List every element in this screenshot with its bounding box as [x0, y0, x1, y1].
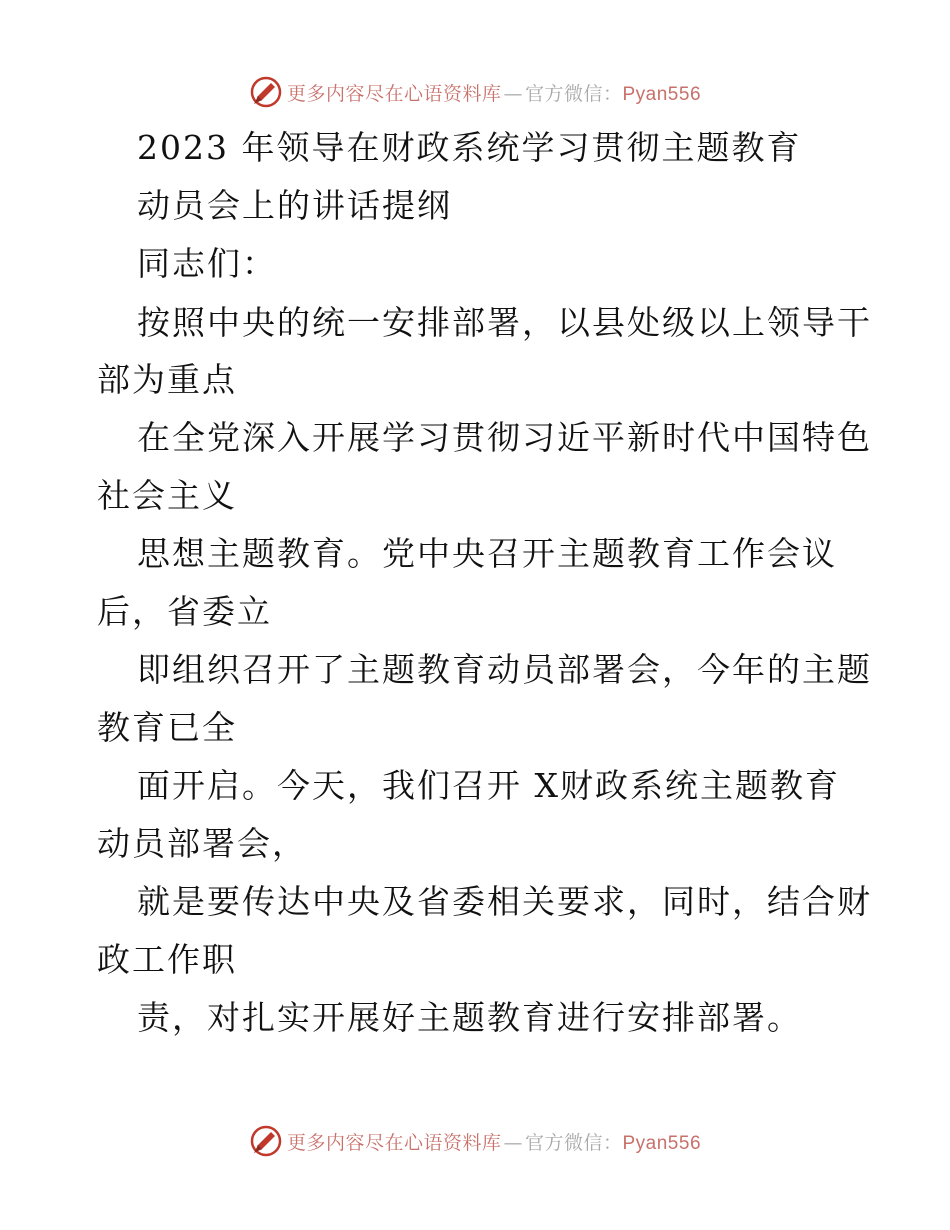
- doc-line: 思想主题教育。党中央召开主题教育工作会议: [137, 534, 837, 573]
- watermark-wechat-label: 官方微信：: [524, 1131, 623, 1154]
- doc-line: 教育已全: [97, 708, 237, 747]
- doc-title-line-1: 2023 年领导在财政系统学习贯彻主题教育: [137, 128, 802, 167]
- footer-watermark: [0, 1121, 950, 1161]
- doc-line: 就是要传达中央及省委相关要求，同时，结合财: [137, 882, 872, 921]
- watermark-wechat-label: 官方微信：: [524, 82, 623, 105]
- doc-line: 政工作职: [97, 940, 237, 979]
- doc-line: 面开启。今天，我们召开 X财政系统主题教育: [137, 766, 840, 805]
- doc-title-line-2: 动员会上的讲话提纲: [137, 186, 452, 225]
- doc-line: 在全党深入开展学习贯彻习近平新时代中国特色: [137, 418, 872, 457]
- watermark-wechat-id: Pyan556: [622, 83, 702, 105]
- watermark-text: [287, 79, 701, 106]
- watermark-wechat-id: Pyan556: [622, 1132, 702, 1154]
- header-watermark: [0, 72, 950, 112]
- doc-salutation: 同志们：: [137, 244, 277, 283]
- doc-line: 责，对扎实开展好主题教育进行安排部署。: [137, 998, 802, 1037]
- doc-line: 社会主义: [97, 476, 237, 515]
- watermark-text: [287, 1128, 701, 1155]
- doc-line: 即组织召开了主题教育动员部署会，今年的主题: [137, 650, 872, 689]
- doc-line: 动员部署会，: [97, 824, 307, 863]
- watermark-site: 更多内容尽在心语资料库: [286, 1131, 502, 1154]
- watermark-dash: —: [503, 1131, 523, 1154]
- pen-logo-icon: [249, 1124, 283, 1158]
- watermark-site: 更多内容尽在心语资料库: [286, 82, 502, 105]
- pen-logo-icon: [249, 75, 283, 109]
- watermark-dash: —: [503, 82, 523, 105]
- doc-line: 按照中央的统一安排部署，以县处级以上领导干: [137, 303, 872, 342]
- doc-line: 后，省委立: [97, 592, 272, 631]
- doc-line: 部为重点: [97, 360, 237, 399]
